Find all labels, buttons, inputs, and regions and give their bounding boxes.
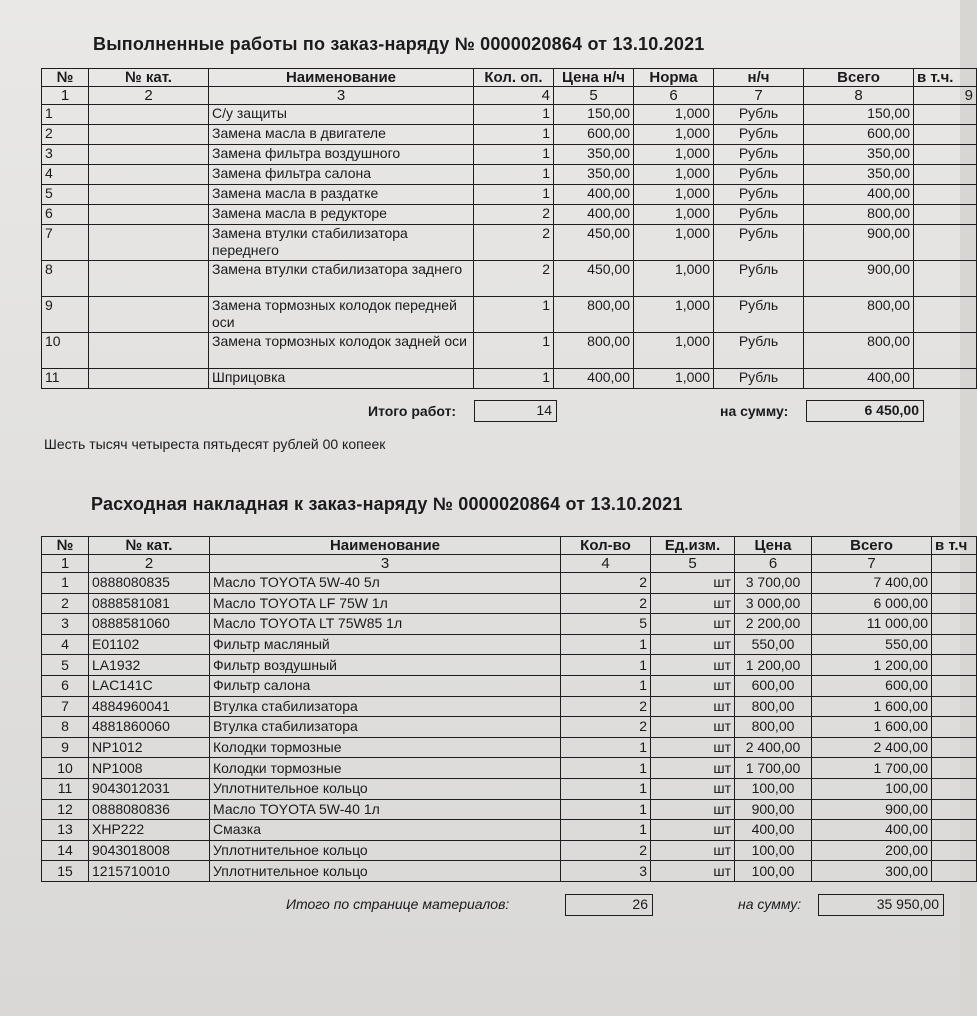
works-cell-incl: [914, 333, 977, 369]
works-header-cell: №: [42, 69, 89, 87]
materials-cell-number: 4: [42, 634, 89, 655]
materials-colnum-cell: [932, 555, 977, 573]
works-cell-norm: 1,000: [634, 165, 714, 185]
works-title: Выполненные работы по заказ-наряду № 0000020864 от 13.10.2021: [93, 34, 705, 54]
works-colnum-row: [42, 87, 977, 105]
works-cell-number: 10: [42, 333, 89, 369]
materials-cell-price: 3 700,00: [735, 573, 812, 594]
works-cell-total: 400,00: [804, 185, 914, 205]
works-cell-total: 800,00: [804, 297, 914, 333]
works-colnum-cell: 7: [714, 87, 804, 105]
works-cell-total: 600,00: [804, 125, 914, 145]
materials-header-cell: Наименование: [210, 537, 561, 555]
works-cell-total: 900,00: [804, 225, 914, 261]
works-cell-number: 6: [42, 205, 89, 225]
materials-cell-qty: 1: [561, 820, 651, 841]
works-cell-unit: Рубль: [714, 165, 804, 185]
materials-cell-qty: 2: [561, 593, 651, 614]
materials-cell-total: 1 200,00: [812, 655, 932, 676]
works-sum-words: Шесть тысяч четыреста пятьдесят рублей 00 копеек: [44, 436, 386, 452]
materials-cell-price: 1 200,00: [735, 655, 812, 676]
materials-cell-number: 3: [42, 614, 89, 635]
materials-cell-unit: шт: [651, 614, 735, 635]
materials-cell-number: 11: [42, 778, 89, 799]
materials-cell-price: 800,00: [735, 717, 812, 738]
works-cell-norm: 1,000: [634, 333, 714, 369]
works-colnum-cell: 9: [914, 87, 977, 105]
materials-row: [42, 737, 977, 758]
materials-cell-incl: [932, 758, 977, 779]
works-cell-unit: Рубль: [714, 105, 804, 125]
works-cell-price: 350,00: [554, 145, 634, 165]
works-colnum-cell: 2: [89, 87, 209, 105]
materials-cell-total: 1 600,00: [812, 696, 932, 717]
materials-cell-qty: 1: [561, 737, 651, 758]
materials-cell-incl: [932, 696, 977, 717]
materials-cell-number: 13: [42, 820, 89, 841]
materials-cell-name: Уплотнительное кольцо: [210, 861, 561, 882]
works-cell-name: Шприцовка: [209, 369, 474, 389]
materials-cell-catalog: 4881860060: [89, 717, 210, 738]
materials-cell-catalog: 9043012031: [89, 778, 210, 799]
works-cell-price: 600,00: [554, 125, 634, 145]
materials-row: [42, 778, 977, 799]
works-cell-norm: 1,000: [634, 105, 714, 125]
works-header-cell: в т.ч.: [914, 69, 977, 87]
materials-cell-total: 11 000,00: [812, 614, 932, 635]
materials-row: [42, 758, 977, 779]
materials-cell-number: 14: [42, 840, 89, 861]
works-cell-name: Замена втулки стабилизатора переднего: [209, 225, 474, 261]
materials-cell-qty: 1: [561, 655, 651, 676]
materials-cell-name: Втулка стабилизатора: [210, 717, 561, 738]
materials-cell-incl: [932, 593, 977, 614]
materials-cell-incl: [932, 820, 977, 841]
materials-cell-name: Фильтр салона: [210, 675, 561, 696]
works-total-label: Итого работ:: [368, 403, 457, 419]
materials-cell-catalog: E01102: [89, 634, 210, 655]
materials-colnum-cell: 5: [651, 555, 735, 573]
materials-cell-unit: шт: [651, 655, 735, 676]
works-cell-qty: 1: [474, 125, 554, 145]
works-cell-number: 3: [42, 145, 89, 165]
materials-cell-name: Уплотнительное кольцо: [210, 840, 561, 861]
materials-cell-name: Масло TOYOTA 5W-40 5л: [210, 573, 561, 594]
materials-cell-catalog: NP1012: [89, 737, 210, 758]
materials-cell-number: 2: [42, 593, 89, 614]
works-cell-qty: 2: [474, 261, 554, 297]
works-row: [42, 185, 977, 205]
materials-cell-incl: [932, 634, 977, 655]
works-cell-norm: 1,000: [634, 225, 714, 261]
materials-cell-price: 100,00: [735, 861, 812, 882]
works-row: [42, 297, 977, 333]
materials-cell-number: 7: [42, 696, 89, 717]
materials-cell-name: Колодки тормозные: [210, 737, 561, 758]
works-cell-catalog: [89, 205, 209, 225]
materials-cell-price: 2 200,00: [735, 614, 812, 635]
materials-row: [42, 655, 977, 676]
materials-cell-incl: [932, 778, 977, 799]
works-cell-total: 150,00: [804, 105, 914, 125]
materials-cell-total: 7 400,00: [812, 573, 932, 594]
materials-cell-price: 3 000,00: [735, 593, 812, 614]
works-cell-name: С/у защиты: [209, 105, 474, 125]
works-cell-incl: [914, 145, 977, 165]
materials-cell-unit: шт: [651, 696, 735, 717]
works-cell-name: Замена втулки стабилизатора заднего: [209, 261, 474, 297]
works-cell-number: 8: [42, 261, 89, 297]
materials-header-cell: Кол-во: [561, 537, 651, 555]
works-cell-price: 450,00: [554, 225, 634, 261]
works-sum-label: на сумму:: [720, 403, 789, 419]
materials-cell-catalog: LAC141C: [89, 675, 210, 696]
materials-cell-price: 2 400,00: [735, 737, 812, 758]
works-cell-qty: 1: [474, 185, 554, 205]
materials-cell-number: 8: [42, 717, 89, 738]
works-cell-price: 400,00: [554, 205, 634, 225]
works-cell-name: Замена фильтра салона: [209, 165, 474, 185]
materials-cell-qty: 1: [561, 634, 651, 655]
works-cell-total: 900,00: [804, 261, 914, 297]
materials-cell-unit: шт: [651, 820, 735, 841]
works-header-cell: Цена н/ч: [554, 69, 634, 87]
materials-cell-unit: шт: [651, 675, 735, 696]
materials-row: [42, 593, 977, 614]
materials-cell-qty: 2: [561, 696, 651, 717]
works-cell-qty: 1: [474, 105, 554, 125]
materials-cell-unit: шт: [651, 778, 735, 799]
works-cell-norm: 1,000: [634, 145, 714, 165]
materials-cell-catalog: 1215710010: [89, 861, 210, 882]
works-cell-qty: 1: [474, 297, 554, 333]
materials-cell-catalog: NP1008: [89, 758, 210, 779]
materials-cell-price: 550,00: [735, 634, 812, 655]
works-header-cell: н/ч: [714, 69, 804, 87]
materials-cell-qty: 1: [561, 675, 651, 696]
works-cell-price: 800,00: [554, 333, 634, 369]
materials-cell-qty: 2: [561, 573, 651, 594]
materials-row: [42, 820, 977, 841]
works-header-cell: № кат.: [89, 69, 209, 87]
works-cell-qty: 1: [474, 369, 554, 389]
works-cell-incl: [914, 297, 977, 333]
materials-cell-incl: [932, 861, 977, 882]
materials-cell-unit: шт: [651, 840, 735, 861]
works-cell-total: 800,00: [804, 333, 914, 369]
works-cell-qty: 2: [474, 225, 554, 261]
works-row: [42, 125, 977, 145]
works-total-qty: 14: [474, 400, 557, 422]
works-cell-catalog: [89, 125, 209, 145]
materials-cell-unit: шт: [651, 799, 735, 820]
materials-colnum-cell: 3: [210, 555, 561, 573]
works-cell-catalog: [89, 185, 209, 205]
materials-row: [42, 696, 977, 717]
materials-cell-price: 100,00: [735, 840, 812, 861]
materials-cell-name: Колодки тормозные: [210, 758, 561, 779]
works-cell-incl: [914, 369, 977, 389]
works-cell-price: 350,00: [554, 165, 634, 185]
materials-colnum-cell: 2: [89, 555, 210, 573]
works-colnum-cell: 4: [474, 87, 554, 105]
materials-cell-name: Смазка: [210, 820, 561, 841]
materials-cell-incl: [932, 840, 977, 861]
works-cell-number: 9: [42, 297, 89, 333]
works-cell-price: 450,00: [554, 261, 634, 297]
works-cell-number: 5: [42, 185, 89, 205]
works-cell-name: Замена тормозных колодок задней оси: [209, 333, 474, 369]
works-row: [42, 165, 977, 185]
works-header-cell: Норма: [634, 69, 714, 87]
works-header-cell: Кол. оп.: [474, 69, 554, 87]
materials-cell-unit: шт: [651, 717, 735, 738]
materials-header-row: [42, 537, 977, 555]
materials-cell-catalog: 0888080835: [89, 573, 210, 594]
works-cell-catalog: [89, 297, 209, 333]
materials-cell-incl: [932, 675, 977, 696]
works-header-cell: Всего: [804, 69, 914, 87]
works-cell-norm: 1,000: [634, 369, 714, 389]
works-cell-qty: 1: [474, 165, 554, 185]
works-row: [42, 261, 977, 297]
works-cell-unit: Рубль: [714, 125, 804, 145]
materials-cell-incl: [932, 655, 977, 676]
materials-cell-total: 2 400,00: [812, 737, 932, 758]
materials-cell-price: 400,00: [735, 820, 812, 841]
materials-cell-total: 100,00: [812, 778, 932, 799]
materials-cell-price: 800,00: [735, 696, 812, 717]
materials-cell-number: 6: [42, 675, 89, 696]
materials-cell-catalog: 0888581060: [89, 614, 210, 635]
works-row: [42, 225, 977, 261]
materials-cell-catalog: 0888581081: [89, 593, 210, 614]
works-cell-incl: [914, 185, 977, 205]
materials-cell-qty: 3: [561, 861, 651, 882]
works-row: [42, 205, 977, 225]
materials-cell-qty: 1: [561, 799, 651, 820]
materials-cell-total: 1 600,00: [812, 717, 932, 738]
works-cell-number: 7: [42, 225, 89, 261]
materials-cell-price: 1 700,00: [735, 758, 812, 779]
materials-cell-total: 550,00: [812, 634, 932, 655]
materials-cell-name: Фильтр масляный: [210, 634, 561, 655]
materials-colnum-cell: 7: [812, 555, 932, 573]
materials-cell-number: 10: [42, 758, 89, 779]
works-cell-unit: Рубль: [714, 145, 804, 165]
materials-cell-number: 12: [42, 799, 89, 820]
materials-cell-total: 200,00: [812, 840, 932, 861]
materials-cell-price: 100,00: [735, 778, 812, 799]
materials-cell-price: 600,00: [735, 675, 812, 696]
materials-cell-name: Уплотнительное кольцо: [210, 778, 561, 799]
works-cell-norm: 1,000: [634, 185, 714, 205]
materials-cell-incl: [932, 573, 977, 594]
materials-cell-total: 1 700,00: [812, 758, 932, 779]
materials-cell-unit: шт: [651, 737, 735, 758]
materials-cell-name: Втулка стабилизатора: [210, 696, 561, 717]
works-cell-incl: [914, 261, 977, 297]
materials-total-label: Итого по странице материалов:: [286, 896, 510, 912]
materials-cell-total: 300,00: [812, 861, 932, 882]
works-cell-total: 350,00: [804, 145, 914, 165]
materials-cell-catalog: 4884960041: [89, 696, 210, 717]
works-row: [42, 145, 977, 165]
works-cell-name: Замена масла в двигателе: [209, 125, 474, 145]
works-cell-catalog: [89, 145, 209, 165]
materials-cell-name: Фильтр воздушный: [210, 655, 561, 676]
materials-row: [42, 840, 977, 861]
materials-cell-catalog: XHP222: [89, 820, 210, 841]
works-cell-catalog: [89, 261, 209, 297]
materials-cell-qty: 1: [561, 758, 651, 779]
materials-colnum-row: [42, 555, 977, 573]
works-cell-incl: [914, 225, 977, 261]
materials-cell-catalog: 9043018008: [89, 840, 210, 861]
materials-cell-number: 5: [42, 655, 89, 676]
materials-cell-unit: шт: [651, 861, 735, 882]
materials-cell-name: Масло TOYOTA 5W-40 1л: [210, 799, 561, 820]
materials-row: [42, 573, 977, 594]
works-cell-catalog: [89, 165, 209, 185]
works-cell-norm: 1,000: [634, 205, 714, 225]
works-cell-number: 1: [42, 105, 89, 125]
works-cell-catalog: [89, 369, 209, 389]
materials-cell-incl: [932, 614, 977, 635]
works-cell-catalog: [89, 225, 209, 261]
materials-cell-total: 900,00: [812, 799, 932, 820]
works-colnum-cell: 8: [804, 87, 914, 105]
materials-cell-qty: 5: [561, 614, 651, 635]
materials-header-cell: Цена: [735, 537, 812, 555]
materials-row: [42, 861, 977, 882]
materials-colnum-cell: 1: [42, 555, 89, 573]
materials-row: [42, 675, 977, 696]
works-cell-number: 2: [42, 125, 89, 145]
works-cell-unit: Рубль: [714, 297, 804, 333]
works-cell-total: 800,00: [804, 205, 914, 225]
materials-cell-unit: шт: [651, 634, 735, 655]
works-cell-incl: [914, 165, 977, 185]
materials-cell-unit: шт: [651, 573, 735, 594]
works-cell-unit: Рубль: [714, 369, 804, 389]
materials-cell-qty: 2: [561, 717, 651, 738]
materials-cell-incl: [932, 717, 977, 738]
materials-cell-incl: [932, 799, 977, 820]
materials-header-cell: № кат.: [89, 537, 210, 555]
works-cell-qty: 1: [474, 145, 554, 165]
works-row: [42, 333, 977, 369]
materials-sum-label: на сумму:: [738, 896, 802, 912]
works-cell-price: 150,00: [554, 105, 634, 125]
works-colnum-cell: 1: [42, 87, 89, 105]
works-cell-unit: Рубль: [714, 225, 804, 261]
works-cell-norm: 1,000: [634, 261, 714, 297]
materials-header-cell: Ед.изм.: [651, 537, 735, 555]
works-colnum-cell: 3: [209, 87, 474, 105]
works-cell-catalog: [89, 105, 209, 125]
works-cell-incl: [914, 205, 977, 225]
works-cell-name: Замена фильтра воздушного: [209, 145, 474, 165]
works-cell-price: 800,00: [554, 297, 634, 333]
works-row: [42, 105, 977, 125]
works-header-cell: Наименование: [209, 69, 474, 87]
materials-table: [41, 536, 977, 882]
materials-cell-incl: [932, 737, 977, 758]
works-cell-norm: 1,000: [634, 125, 714, 145]
works-cell-name: Замена масла в раздатке: [209, 185, 474, 205]
works-sum-value: 6 450,00: [806, 400, 924, 422]
materials-cell-price: 900,00: [735, 799, 812, 820]
works-table: [41, 68, 977, 389]
works-colnum-cell: 5: [554, 87, 634, 105]
materials-cell-name: Масло TOYOTA LT 75W85 1л: [210, 614, 561, 635]
materials-cell-number: 9: [42, 737, 89, 758]
materials-title: Расходная накладная к заказ-наряду № 0000020864 от 13.10.2021: [91, 494, 683, 514]
works-header-row: [42, 69, 977, 87]
materials-colnum-cell: 4: [561, 555, 651, 573]
materials-cell-catalog: LA1932: [89, 655, 210, 676]
materials-header-cell: Всего: [812, 537, 932, 555]
works-cell-total: 350,00: [804, 165, 914, 185]
materials-header-cell: №: [42, 537, 89, 555]
materials-row: [42, 799, 977, 820]
works-cell-catalog: [89, 333, 209, 369]
materials-cell-total: 400,00: [812, 820, 932, 841]
works-cell-price: 400,00: [554, 185, 634, 205]
works-cell-name: Замена масла в редукторе: [209, 205, 474, 225]
materials-row: [42, 717, 977, 738]
works-cell-incl: [914, 105, 977, 125]
materials-cell-catalog: 0888080836: [89, 799, 210, 820]
materials-sum-value: 35 950,00: [818, 894, 944, 916]
materials-cell-number: 1: [42, 573, 89, 594]
works-colnum-cell: 6: [634, 87, 714, 105]
materials-cell-number: 15: [42, 861, 89, 882]
works-cell-unit: Рубль: [714, 333, 804, 369]
materials-header-cell: в т.ч: [932, 537, 977, 555]
materials-cell-total: 6 000,00: [812, 593, 932, 614]
materials-total-qty: 26: [565, 894, 653, 916]
works-cell-unit: Рубль: [714, 261, 804, 297]
works-cell-unit: Рубль: [714, 205, 804, 225]
materials-row: [42, 614, 977, 635]
works-cell-number: 11: [42, 369, 89, 389]
materials-cell-unit: шт: [651, 758, 735, 779]
works-row: [42, 369, 977, 389]
materials-row: [42, 634, 977, 655]
works-cell-name: Замена тормозных колодок передней оси: [209, 297, 474, 333]
materials-cell-total: 600,00: [812, 675, 932, 696]
materials-colnum-cell: 6: [735, 555, 812, 573]
works-cell-qty: 1: [474, 333, 554, 369]
works-cell-norm: 1,000: [634, 297, 714, 333]
materials-cell-qty: 1: [561, 778, 651, 799]
materials-cell-name: Масло TOYOTA LF 75W 1л: [210, 593, 561, 614]
works-cell-total: 400,00: [804, 369, 914, 389]
works-cell-price: 400,00: [554, 369, 634, 389]
works-cell-qty: 2: [474, 205, 554, 225]
materials-cell-unit: шт: [651, 593, 735, 614]
works-cell-incl: [914, 125, 977, 145]
works-cell-unit: Рубль: [714, 185, 804, 205]
materials-cell-qty: 2: [561, 840, 651, 861]
works-cell-number: 4: [42, 165, 89, 185]
